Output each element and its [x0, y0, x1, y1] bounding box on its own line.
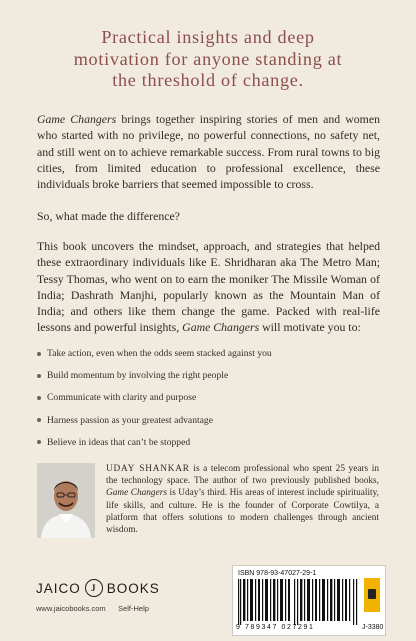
- list-item: Build momentum by involving the right people: [37, 369, 380, 391]
- publisher-name-left: JAICO: [36, 580, 81, 596]
- intro-text: brings together inspiring stories of men and women who started with no privilege, no powerful connections, no safety net, and still went on to achieve remarkable success. From rural towns to big cities, from limited education to professional excellence, these individuals broke barriers that seemed impossible to cross.: [37, 112, 380, 192]
- list-item: Communicate with clarity and purpose: [37, 391, 380, 413]
- publisher-info: [36, 604, 160, 613]
- description-text: This book uncovers the mindset, approach, and strategies that helped these extraordinary individuals like E. Shridharan aka The Metro Man; Tessy Thomas, who went on to earn the moniker The Missile Woman of India; Dashrath Manjhi, popularly known as the Mountain Man of India; and others like them change the game. Packed with real-life lessons and powerful insights,: [37, 239, 380, 335]
- book-category: Self-Help: [118, 604, 149, 613]
- publisher-name-right: BOOKS: [106, 580, 160, 596]
- author-portrait-icon: [37, 463, 95, 538]
- author-photo: [37, 463, 95, 538]
- author-bio-text: is a telecom professional who spent 25 years in the technology space. The author of two previously published books,: [106, 464, 379, 487]
- description-end: will motivate you to:: [259, 320, 361, 335]
- author-name: UDAY SHANKAR: [106, 464, 190, 474]
- book-code: J-3380: [362, 624, 384, 631]
- book-title: Game Changers: [106, 488, 167, 499]
- publisher-website: www.jaicobooks.com: [36, 604, 106, 613]
- benefits-list: [37, 347, 380, 458]
- barcode-digits: 9 789347 027291: [236, 624, 315, 631]
- book-title: Game Changers: [182, 320, 260, 335]
- publisher-tag-icon: [364, 578, 380, 612]
- list-item: Take action, even when the odds seem stacked against you: [37, 347, 380, 369]
- description-paragraph: [37, 238, 380, 336]
- isbn-number: ISBN 978-93-47027-29-1: [238, 570, 317, 577]
- intro-paragraph: [37, 111, 380, 192]
- publisher-logo: [36, 579, 160, 597]
- author-bio: [106, 463, 379, 536]
- publisher-block: [36, 579, 160, 613]
- tagline: Practical insights and deep motivation for anyone standing at the threshold of change.: [73, 27, 343, 90]
- jaico-logo-icon: [85, 579, 103, 597]
- barcode-panel: [232, 565, 386, 636]
- book-title: Game Changers: [37, 112, 117, 126]
- list-item: Harness passion as your greatest advantage: [37, 414, 380, 436]
- list-item: Believe in ideas that can’t be stopped: [37, 436, 380, 458]
- barcode-icon: [236, 579, 360, 625]
- question-paragraph: So, what made the difference?: [37, 209, 180, 223]
- author-bio-end: is Uday’s third. His areas of interest include spirituality, life skills, and culture. He is the founder of Corporate Cowtilya, a platform that offers solutions to modern challenges through ancient wisdom.: [106, 488, 379, 536]
